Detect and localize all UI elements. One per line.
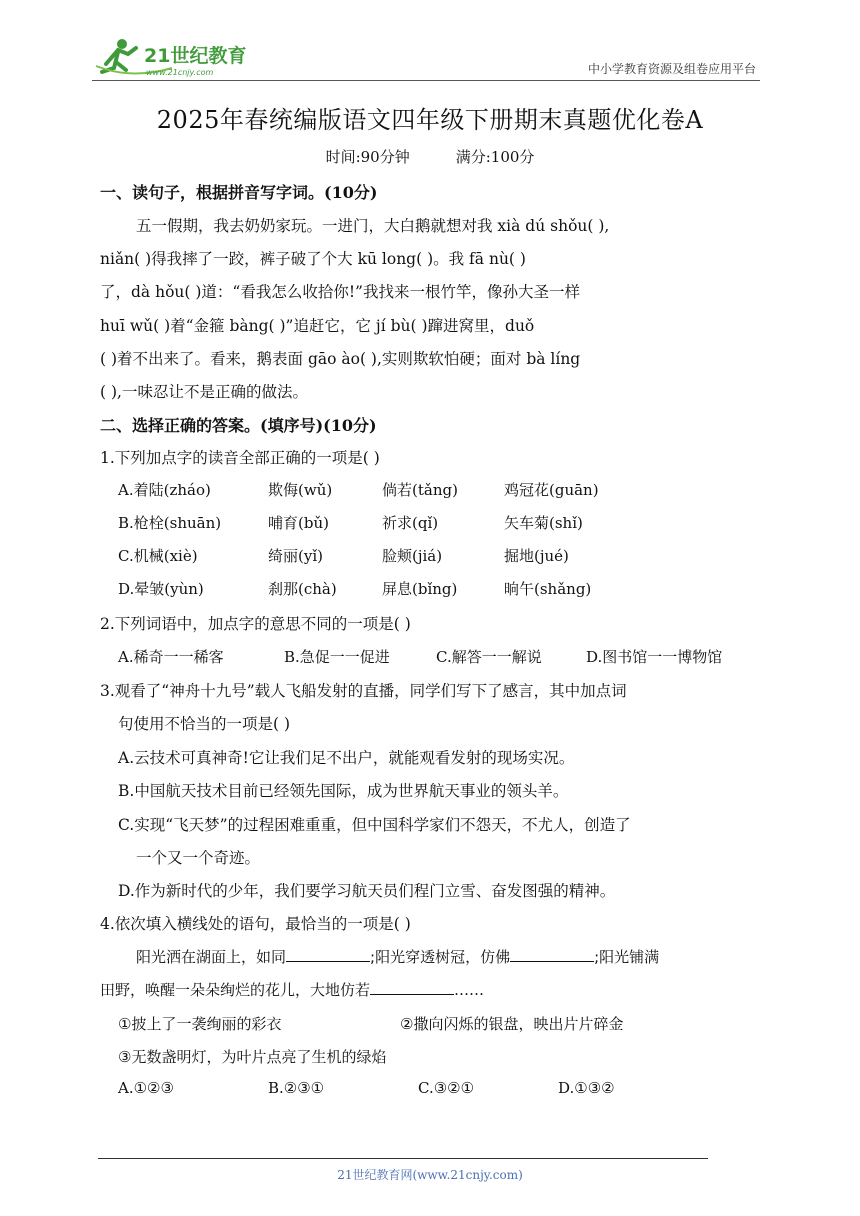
q3-option-d: D.作为新时代的少年，我们要学习航天员们程门立雪、奋发图强的精神。 <box>118 882 616 900</box>
q1-b1: B.枪栓(shuān) <box>118 514 222 532</box>
q1-d4: 晌午(shǎng) <box>504 580 592 598</box>
svg-text:www.21cnjy.com: www.21cnjy.com <box>146 68 214 77</box>
brand-logo <box>92 36 262 80</box>
q1-stem: 1.下列加点字的读音全部正确的一项是( ) <box>100 449 380 467</box>
q4-text-2a: 田野，唤醒一朵朵绚烂的花儿，大地仿若 <box>100 981 371 999</box>
q1-options <box>118 479 738 599</box>
q2-d: D.图书馆一一博物馆 <box>586 648 723 666</box>
q2-b: B.急促一一促进 <box>284 648 390 666</box>
q1-d3: 屏息(bǐng) <box>382 580 458 598</box>
section1-heading: 一、读句子，根据拼音写字词。(10分) <box>100 183 378 202</box>
q4-passage-line-1 <box>136 946 659 967</box>
q1-a1: A.着陆(zháo) <box>118 481 211 499</box>
q1-c3: 脸颊(jiá) <box>382 547 443 565</box>
q1-a3: 倘若(tǎng) <box>382 481 458 499</box>
full-score: 满分:100分 <box>455 148 535 166</box>
q4-item-2: ②撒向闪烁的银盘，映出片片碎金 <box>400 1015 624 1033</box>
platform-name: 中小学教育资源及组卷应用平台 <box>587 62 756 76</box>
header-divider <box>92 80 760 81</box>
footer-divider <box>98 1158 708 1159</box>
q1-d1: D.晕皱(yùn) <box>118 580 204 598</box>
q4-text-1c: ;阳光铺满 <box>594 948 660 966</box>
footer-text: 21世纪教育网(www.21cnjy.com) <box>337 1168 523 1182</box>
q2-options <box>118 646 758 668</box>
q3-option-c-1: C.实现“飞天梦”的过程困难重重，但中国科学家们不怨天，不尤人，创造了 <box>118 816 631 834</box>
q1-b4: 矢车菊(shǐ) <box>504 514 583 532</box>
q4-blank-3 <box>370 980 454 995</box>
q4-d: D.①③② <box>558 1079 615 1097</box>
q4-item-3: ③无数盏明灯，为叶片点亮了生机的绿焰 <box>118 1048 387 1066</box>
exam-title: 2025年春统编版语文四年级下册期末真题优化卷A <box>156 106 704 134</box>
q2-stem: 2.下列词语中，加点字的意思不同的一项是( ) <box>100 615 411 633</box>
q3-stem-2: 句使用不恰当的一项是( ) <box>118 715 291 733</box>
q1-c1: C.机械(xiè) <box>118 547 198 565</box>
q4-text-2b: …… <box>454 981 485 999</box>
time-limit: 时间:90分钟 <box>325 148 410 166</box>
s1-line-2: niǎn( )得我摔了一跤，裤子破了个大 kū long( )。我 fā nù( ) <box>100 250 526 268</box>
q4-options <box>118 1079 718 1101</box>
q4-passage-line-2 <box>100 979 484 1000</box>
svg-text:21世纪教育: 21世纪教育 <box>144 45 247 67</box>
q1-a2: 欺侮(wǔ) <box>268 481 333 499</box>
q4-c: C.③②① <box>418 1079 475 1097</box>
q1-d2: 刹那(chà) <box>268 580 337 598</box>
q4-b: B.②③① <box>268 1079 325 1097</box>
q4-stem: 4.依次填入横线处的语句，最恰当的一项是( ) <box>100 915 411 933</box>
q2-a: A.稀奇一一稀客 <box>118 648 224 666</box>
section2-heading: 二、选择正确的答案。(填序号)(10分) <box>100 416 377 435</box>
s1-line-6: ( ),一味忍让不是正确的做法。 <box>100 383 308 401</box>
s1-line-4: huī wǔ( )着“金箍 bàng( )”追赶它，它 jí bù( )蹿进窝里，duǒ <box>100 317 535 335</box>
exam-info <box>0 146 860 167</box>
q2-c: C.解答一一解说 <box>436 648 542 666</box>
q1-a4: 鸡冠花(guān) <box>504 481 599 499</box>
q3-option-c-2: 一个又一个奇迹。 <box>136 849 261 867</box>
q1-c2: 绮丽(yǐ) <box>268 547 323 565</box>
q4-text-1a: 阳光洒在湖面上，如同 <box>136 948 287 966</box>
q4-text-1b: ;阳光穿透树冠，仿佛 <box>370 948 511 966</box>
q4-blank-1 <box>286 947 370 962</box>
q1-b2: 哺育(bǔ) <box>268 514 329 532</box>
q1-b3: 祈求(qǐ) <box>382 514 439 532</box>
q3-option-b: B.中国航天技术目前已经领先国际，成为世界航天事业的领头羊。 <box>118 782 569 800</box>
s1-line-5: ( )着不出来了。看来，鹅表面 gāo ào( ),实则欺软怕硬；面对 bà líng <box>100 350 581 368</box>
s1-line-1: 五一假期，我去奶奶家玩。一进门，大白鹅就想对我 xià dú shǒu( ), <box>136 217 610 235</box>
s1-line-3: 了，dà hǒu( )道：“看我怎么收拾你!”我找来一根竹竿，像孙大圣一样 <box>100 283 580 301</box>
q3-stem-1: 3.观看了“神舟十九号”载人飞船发射的直播，同学们写下了感言，其中加点词 <box>100 682 627 700</box>
q1-c4: 掘地(jué) <box>504 547 569 565</box>
q4-item-1: ①披上了一袭绚丽的彩衣 <box>118 1015 282 1033</box>
q4-a: A.①②③ <box>118 1079 174 1097</box>
q3-option-a: A.云技术可真神奇!它让我们足不出户，就能观看发射的现场实况。 <box>118 749 575 767</box>
q4-blank-2 <box>510 947 594 962</box>
